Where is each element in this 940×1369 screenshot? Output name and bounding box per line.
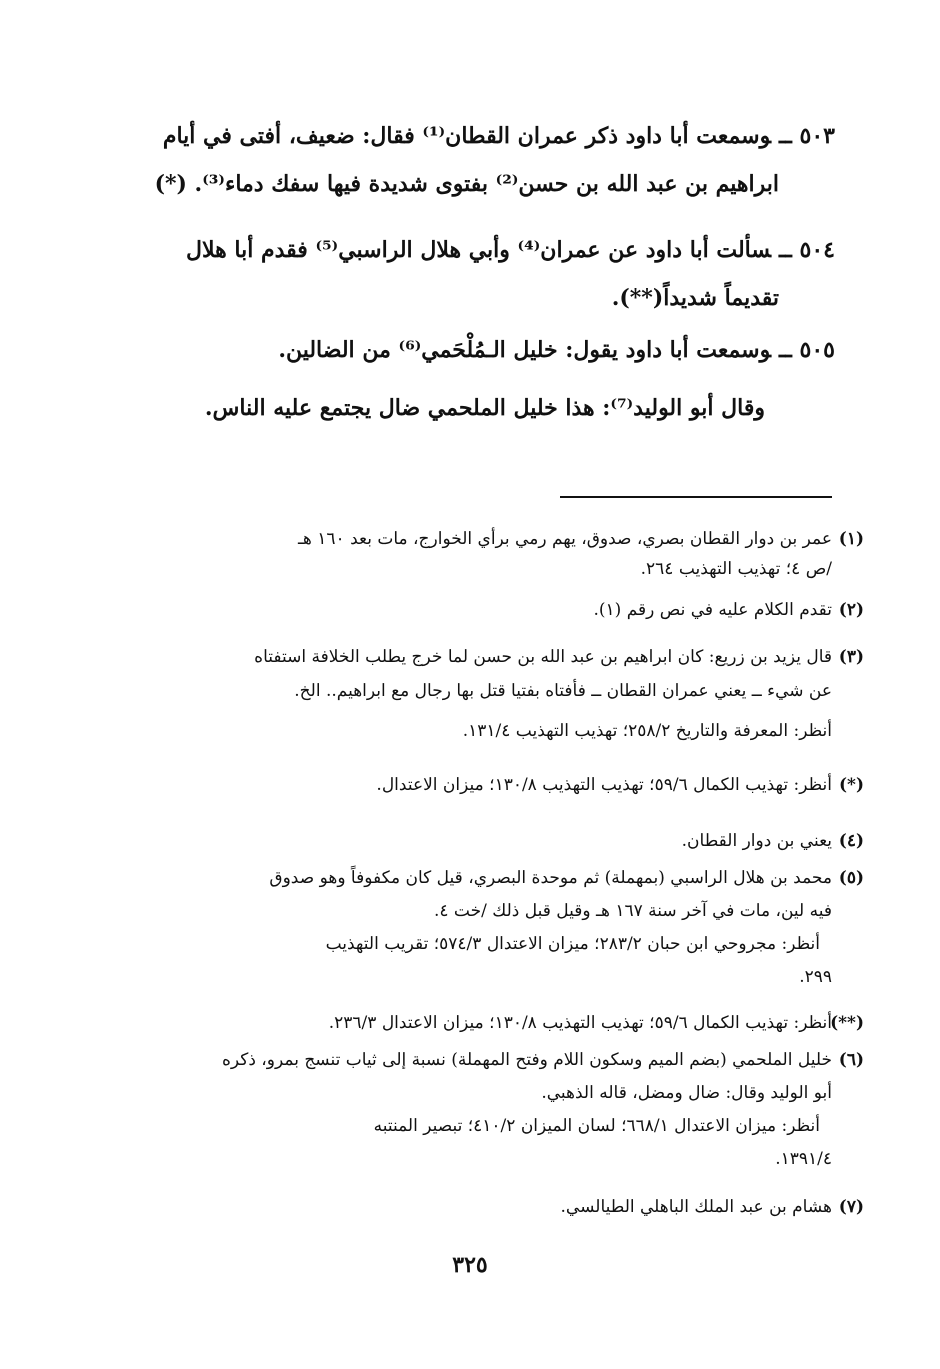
entry-line: تقديماً شديداً(**). (611, 285, 779, 311)
entry-504 (130, 226, 835, 322)
footnote-line: محمد بن هلال الراسبي (بمهملة) ثم موحدة البصري، قيل كان مكفوفاً وهو صدوق (269, 868, 832, 888)
footnote-mark: (٦) (838, 1050, 864, 1070)
footnote-2 (122, 595, 864, 625)
footnote-mark: (٣) (838, 647, 864, 667)
footnote-mark: (*) (839, 775, 864, 795)
footnote-line: يعني بن دوار القطان. (681, 831, 832, 851)
footnote-mark: (١) (838, 529, 864, 549)
entry-number: ٥٠٤ ــ (778, 237, 835, 263)
footnote-mark: (٢) (838, 600, 864, 620)
entry-505 (130, 326, 835, 374)
footnote-divider (560, 496, 832, 498)
entry-line: سألت أبا داود عن عمران⁽⁴⁾ وأبي هلال الراسبي⁽⁵⁾ فقدم أبا هلال (186, 237, 771, 263)
footnote-3 (122, 640, 864, 748)
footnote-line: أنظر: المعرفة والتاريخ ٢٥٨/٢؛ تهذيب التهذيب ١٣١/٤. (462, 721, 832, 741)
footnote-6 (122, 1044, 864, 1176)
footnote-line: تقدم الكلام عليه في نص رقم (١). (593, 600, 832, 620)
footnote-mark: (٤) (838, 831, 864, 851)
entry-number: ٥٠٣ ــ (778, 123, 835, 149)
entry-number: ٥٠٥ ــ (778, 337, 835, 363)
entry-line: ابراهيم بن عبد الله بن حسن⁽²⁾ بفتوى شديدة فيها سفك دماء⁽³⁾. (*) (154, 171, 779, 197)
footnote-5 (122, 862, 864, 994)
footnote-4 (122, 826, 864, 856)
footnote-line: أنظر: تهذيب الكمال ٥٩/٦؛ تهذيب التهذيب ١٣٠/٨؛ ميزان الاعتدال. (376, 775, 832, 795)
footnote-line: أنظر: ميزان الاعتدال ٦٦٨/١؛ لسان الميزان ٤١٠/٢؛ تبصير المنتبه (373, 1116, 820, 1136)
footnote-line: خليل الملحمي (بضم الميم وسكون اللام وفتح المهملة) نسبة إلى ثياب تنسج بمرو، ذكره (221, 1050, 832, 1070)
footnote-mark: (٥) (838, 868, 864, 888)
entry-line: وسمعت أبا داود ذكر عمران القطان⁽¹⁾ فقال: ضعيف، أفتى في أيام (162, 123, 771, 149)
entry-503 (130, 112, 835, 208)
footnote-line: فيه لين، مات في آخر سنة ١٦٧ هـ وقيل قبل ذلك /خت ٤. (433, 901, 832, 921)
footnote-7 (122, 1192, 864, 1222)
footnote-line: أنظر: مجروحي ابن حبان ٢٨٣/٢؛ ميزان الاعتدال ٥٧٤/٣؛ تقريب التهذيب (325, 934, 820, 954)
footnote-mark: (٧) (838, 1197, 864, 1217)
footnote-line: هشام بن عبد الملك الباهلي الطيالسي. (560, 1197, 832, 1217)
entry-line: وسمعت أبا داود يقول: خليل الـمُلْحَمي⁽⁶⁾ من الضالين. (278, 337, 771, 363)
footnote-1 (122, 524, 864, 584)
footnote-double-star (122, 1008, 864, 1038)
footnote-line: قال يزيد بن زريع: كان ابراهيم بن عبد الله بن حسن لما خرج يطلب الخلافة استفتاه (254, 647, 832, 667)
page-number: ٣٢٥ (452, 1252, 488, 1278)
footnote-line: عن شيء ــ يعني عمران القطان ــ فأفتاه بفتيا قتل بها رجال مع ابراهيم.. الخ. (294, 681, 832, 701)
footnote-star (122, 770, 864, 800)
footnote-line: ٢٩٩. (799, 967, 832, 987)
footnote-line: أبو الوليد وقال: ضال ومضل، قاله الذهبي. (541, 1083, 832, 1103)
footnote-line: عمر بن دوار القطان بصري، صدوق، يهم رمي برأي الخوارج، مات بعد ١٦٠ هـ (297, 529, 832, 549)
footnote-line: /ص ٤؛ تهذيب التهذيب ٢٦٤. (640, 559, 832, 579)
entry-line: وقال أبو الوليد⁽⁷⁾: هذا خليل الملحمي ضال يجتمع عليه الناس. (204, 395, 765, 421)
footnote-mark: (**) (830, 1013, 864, 1033)
footnote-line: ١٣٩١/٤. (775, 1149, 832, 1169)
footnote-line: أنظر: تهذيب الكمال ٥٩/٦؛ تهذيب التهذيب ١٣٠/٨؛ ميزان الاعتدال ٢٣٦/٣. (328, 1013, 832, 1033)
abu-walid-statement (125, 384, 765, 432)
